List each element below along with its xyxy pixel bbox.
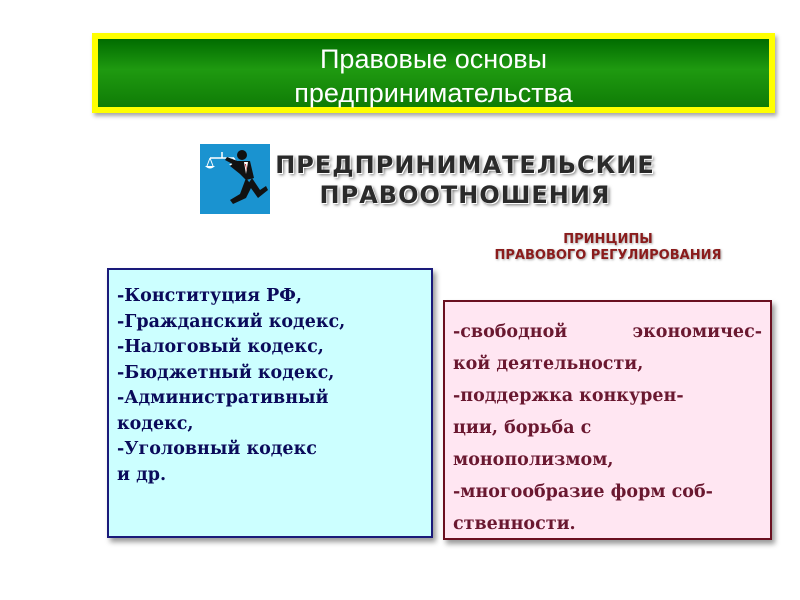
businessman-justice-scales-icon	[200, 144, 270, 214]
sub-heading-line-1: ПРИНЦИПЫ	[563, 232, 653, 247]
list-item: -Административный	[117, 388, 329, 408]
list-item: -поддержка конкурен-	[453, 386, 684, 406]
title-line-2: предпринимательства	[294, 78, 573, 108]
list-item: -Уголовный кодекс	[117, 439, 317, 459]
list-item: -Гражданский кодекс,	[117, 311, 346, 332]
list-item: монополизмом,	[453, 450, 614, 470]
list-item: -свободной экономичес-	[453, 322, 762, 342]
list-item: кодекс,	[117, 413, 194, 434]
heading-line-1: ПРЕДПРИНИМАТЕЛЬСКИЕ	[275, 151, 655, 179]
title-line-1: Правовые основы	[320, 44, 547, 74]
heading-line-2: ПРАВООТНОШЕНИЯ	[319, 181, 611, 209]
list-item: и др.	[117, 464, 167, 485]
list-item: -Конституция РФ,	[117, 286, 302, 306]
list-item: -Бюджетный кодекс,	[117, 362, 335, 383]
sub-heading-line-2: ПРАВОВОГО РЕГУЛИРОВАНИЯ	[494, 248, 722, 263]
list-item: ции, борьба с	[453, 418, 592, 438]
principles-heading	[468, 232, 748, 264]
legal-sources-box	[107, 268, 433, 538]
list-item: -многообразие форм соб-	[453, 482, 713, 502]
list-item: -Налоговый кодекс,	[117, 337, 324, 357]
section-heading	[270, 150, 660, 210]
title-banner	[92, 33, 775, 113]
list-item: кой деятельности,	[453, 354, 644, 374]
principles-box	[443, 300, 772, 540]
list-item: ственности.	[453, 514, 576, 534]
